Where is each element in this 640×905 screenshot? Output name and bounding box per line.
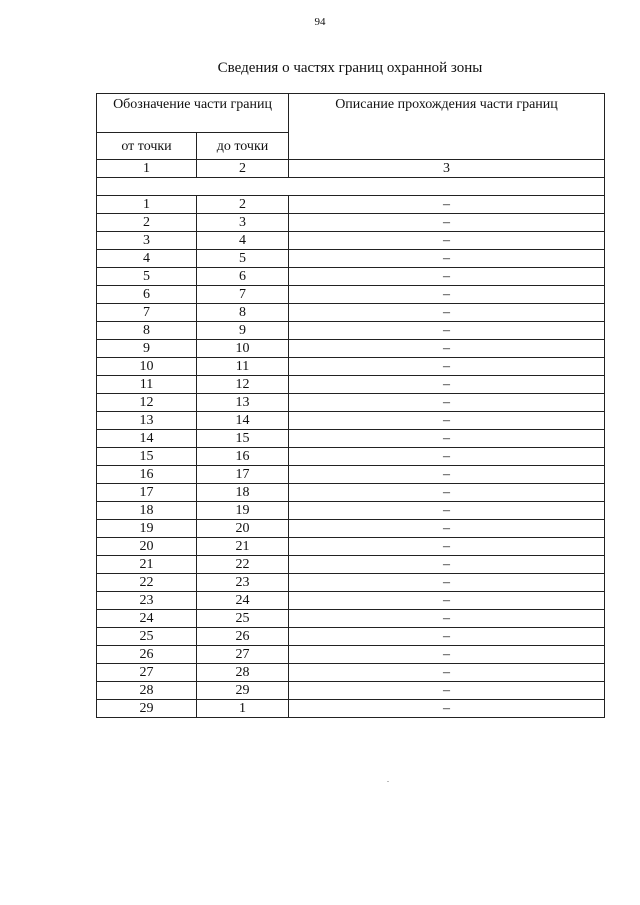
table-row: [97, 628, 605, 646]
cell-to: 5: [197, 250, 289, 268]
cell-desc: –: [289, 214, 605, 232]
cell-desc: –: [289, 394, 605, 412]
cell-to: 25: [197, 610, 289, 628]
cell-to: 23: [197, 574, 289, 592]
cell-desc: –: [289, 448, 605, 466]
cell-to: 27: [197, 646, 289, 664]
cell-to: 17: [197, 466, 289, 484]
table-row: [97, 484, 605, 502]
cell-desc: –: [289, 376, 605, 394]
cell-from: 11: [97, 376, 197, 394]
cell-to: 4: [197, 232, 289, 250]
table-row: [97, 358, 605, 376]
cell-from: 21: [97, 556, 197, 574]
cell-from: 20: [97, 538, 197, 556]
cell-from: 2: [97, 214, 197, 232]
cell-desc: –: [289, 322, 605, 340]
column-number-2: 2: [197, 160, 289, 178]
cell-desc: –: [289, 682, 605, 700]
cell-desc: –: [289, 466, 605, 484]
group-header-cell: Обозначение части границ: [97, 94, 289, 133]
table-row: [97, 682, 605, 700]
table-row: [97, 592, 605, 610]
table-row: [97, 520, 605, 538]
cell-from: 25: [97, 628, 197, 646]
cell-to: 13: [197, 394, 289, 412]
cell-from: 16: [97, 466, 197, 484]
cell-from: 10: [97, 358, 197, 376]
cell-desc: –: [289, 196, 605, 214]
cell-to: 14: [197, 412, 289, 430]
cell-from: 27: [97, 664, 197, 682]
cell-desc: –: [289, 250, 605, 268]
cell-from: 18: [97, 502, 197, 520]
cell-desc: –: [289, 574, 605, 592]
cell-from: 12: [97, 394, 197, 412]
cell-desc: –: [289, 538, 605, 556]
column-number-3: 3: [289, 160, 605, 178]
description-header-cell: Описание прохождения части границ: [289, 94, 605, 160]
from-point-header: от точки: [97, 133, 197, 160]
cell-from: 5: [97, 268, 197, 286]
cell-from: 23: [97, 592, 197, 610]
table-row: [97, 610, 605, 628]
cell-to: 21: [197, 538, 289, 556]
cell-from: 8: [97, 322, 197, 340]
cell-from: 29: [97, 700, 197, 718]
cell-from: 1: [97, 196, 197, 214]
column-number-1: 1: [97, 160, 197, 178]
cell-desc: –: [289, 286, 605, 304]
table-row: [97, 268, 605, 286]
table-row: [97, 646, 605, 664]
cell-desc: –: [289, 502, 605, 520]
cell-from: 19: [97, 520, 197, 538]
to-point-header: до точки: [197, 133, 289, 160]
cell-desc: –: [289, 610, 605, 628]
cell-desc: –: [289, 646, 605, 664]
table-row: [97, 286, 605, 304]
cell-desc: –: [289, 484, 605, 502]
table-row: [97, 700, 605, 718]
cell-to: 28: [197, 664, 289, 682]
cell-to: 7: [197, 286, 289, 304]
cell-to: 3: [197, 214, 289, 232]
table-row: [97, 394, 605, 412]
cell-to: 18: [197, 484, 289, 502]
cell-to: 15: [197, 430, 289, 448]
cell-desc: –: [289, 358, 605, 376]
cell-from: 24: [97, 610, 197, 628]
cell-desc: –: [289, 556, 605, 574]
cell-desc: –: [289, 430, 605, 448]
cell-desc: –: [289, 268, 605, 286]
column-number-row: [97, 160, 605, 178]
table-row: [97, 232, 605, 250]
cell-to: 1: [197, 700, 289, 718]
cell-from: 7: [97, 304, 197, 322]
table-row: [97, 556, 605, 574]
cell-to: 11: [197, 358, 289, 376]
cell-to: 6: [197, 268, 289, 286]
cell-desc: –: [289, 520, 605, 538]
table-row: [97, 250, 605, 268]
cell-to: 9: [197, 322, 289, 340]
table-row: [97, 196, 605, 214]
cell-desc: –: [289, 340, 605, 358]
cell-desc: –: [289, 412, 605, 430]
cell-to: 24: [197, 592, 289, 610]
table-row: [97, 214, 605, 232]
cell-to: 12: [197, 376, 289, 394]
cell-desc: –: [289, 700, 605, 718]
boundary-parts-table: [96, 93, 605, 718]
scan-mark: [387, 781, 389, 782]
page-number: 94: [314, 16, 326, 28]
cell-to: 16: [197, 448, 289, 466]
cell-to: 22: [197, 556, 289, 574]
cell-from: 26: [97, 646, 197, 664]
cell-from: 22: [97, 574, 197, 592]
table-row: [97, 376, 605, 394]
cell-to: 26: [197, 628, 289, 646]
cell-to: 20: [197, 520, 289, 538]
cell-from: 15: [97, 448, 197, 466]
cell-from: 17: [97, 484, 197, 502]
table-row: [97, 664, 605, 682]
table-row: [97, 574, 605, 592]
cell-desc: –: [289, 232, 605, 250]
cell-to: 29: [197, 682, 289, 700]
blank-row: [97, 178, 605, 196]
cell-to: 8: [197, 304, 289, 322]
cell-from: 6: [97, 286, 197, 304]
cell-from: 28: [97, 682, 197, 700]
table-row: [97, 538, 605, 556]
table-row: [97, 430, 605, 448]
table-row: [97, 340, 605, 358]
cell-desc: –: [289, 628, 605, 646]
table-header-row: [97, 94, 605, 133]
table-row: [97, 502, 605, 520]
table-row: [97, 448, 605, 466]
cell-desc: –: [289, 592, 605, 610]
cell-desc: –: [289, 664, 605, 682]
cell-from: 9: [97, 340, 197, 358]
cell-from: 14: [97, 430, 197, 448]
document-title: Сведения о частях границ охранной зоны: [217, 60, 483, 76]
cell-from: 4: [97, 250, 197, 268]
table-row: [97, 412, 605, 430]
cell-to: 10: [197, 340, 289, 358]
table-row: [97, 322, 605, 340]
cell-from: 13: [97, 412, 197, 430]
cell-to: 2: [197, 196, 289, 214]
table-row: [97, 304, 605, 322]
table-row: [97, 466, 605, 484]
cell-desc: –: [289, 304, 605, 322]
cell-to: 19: [197, 502, 289, 520]
blank-cell: [97, 178, 605, 196]
cell-from: 3: [97, 232, 197, 250]
